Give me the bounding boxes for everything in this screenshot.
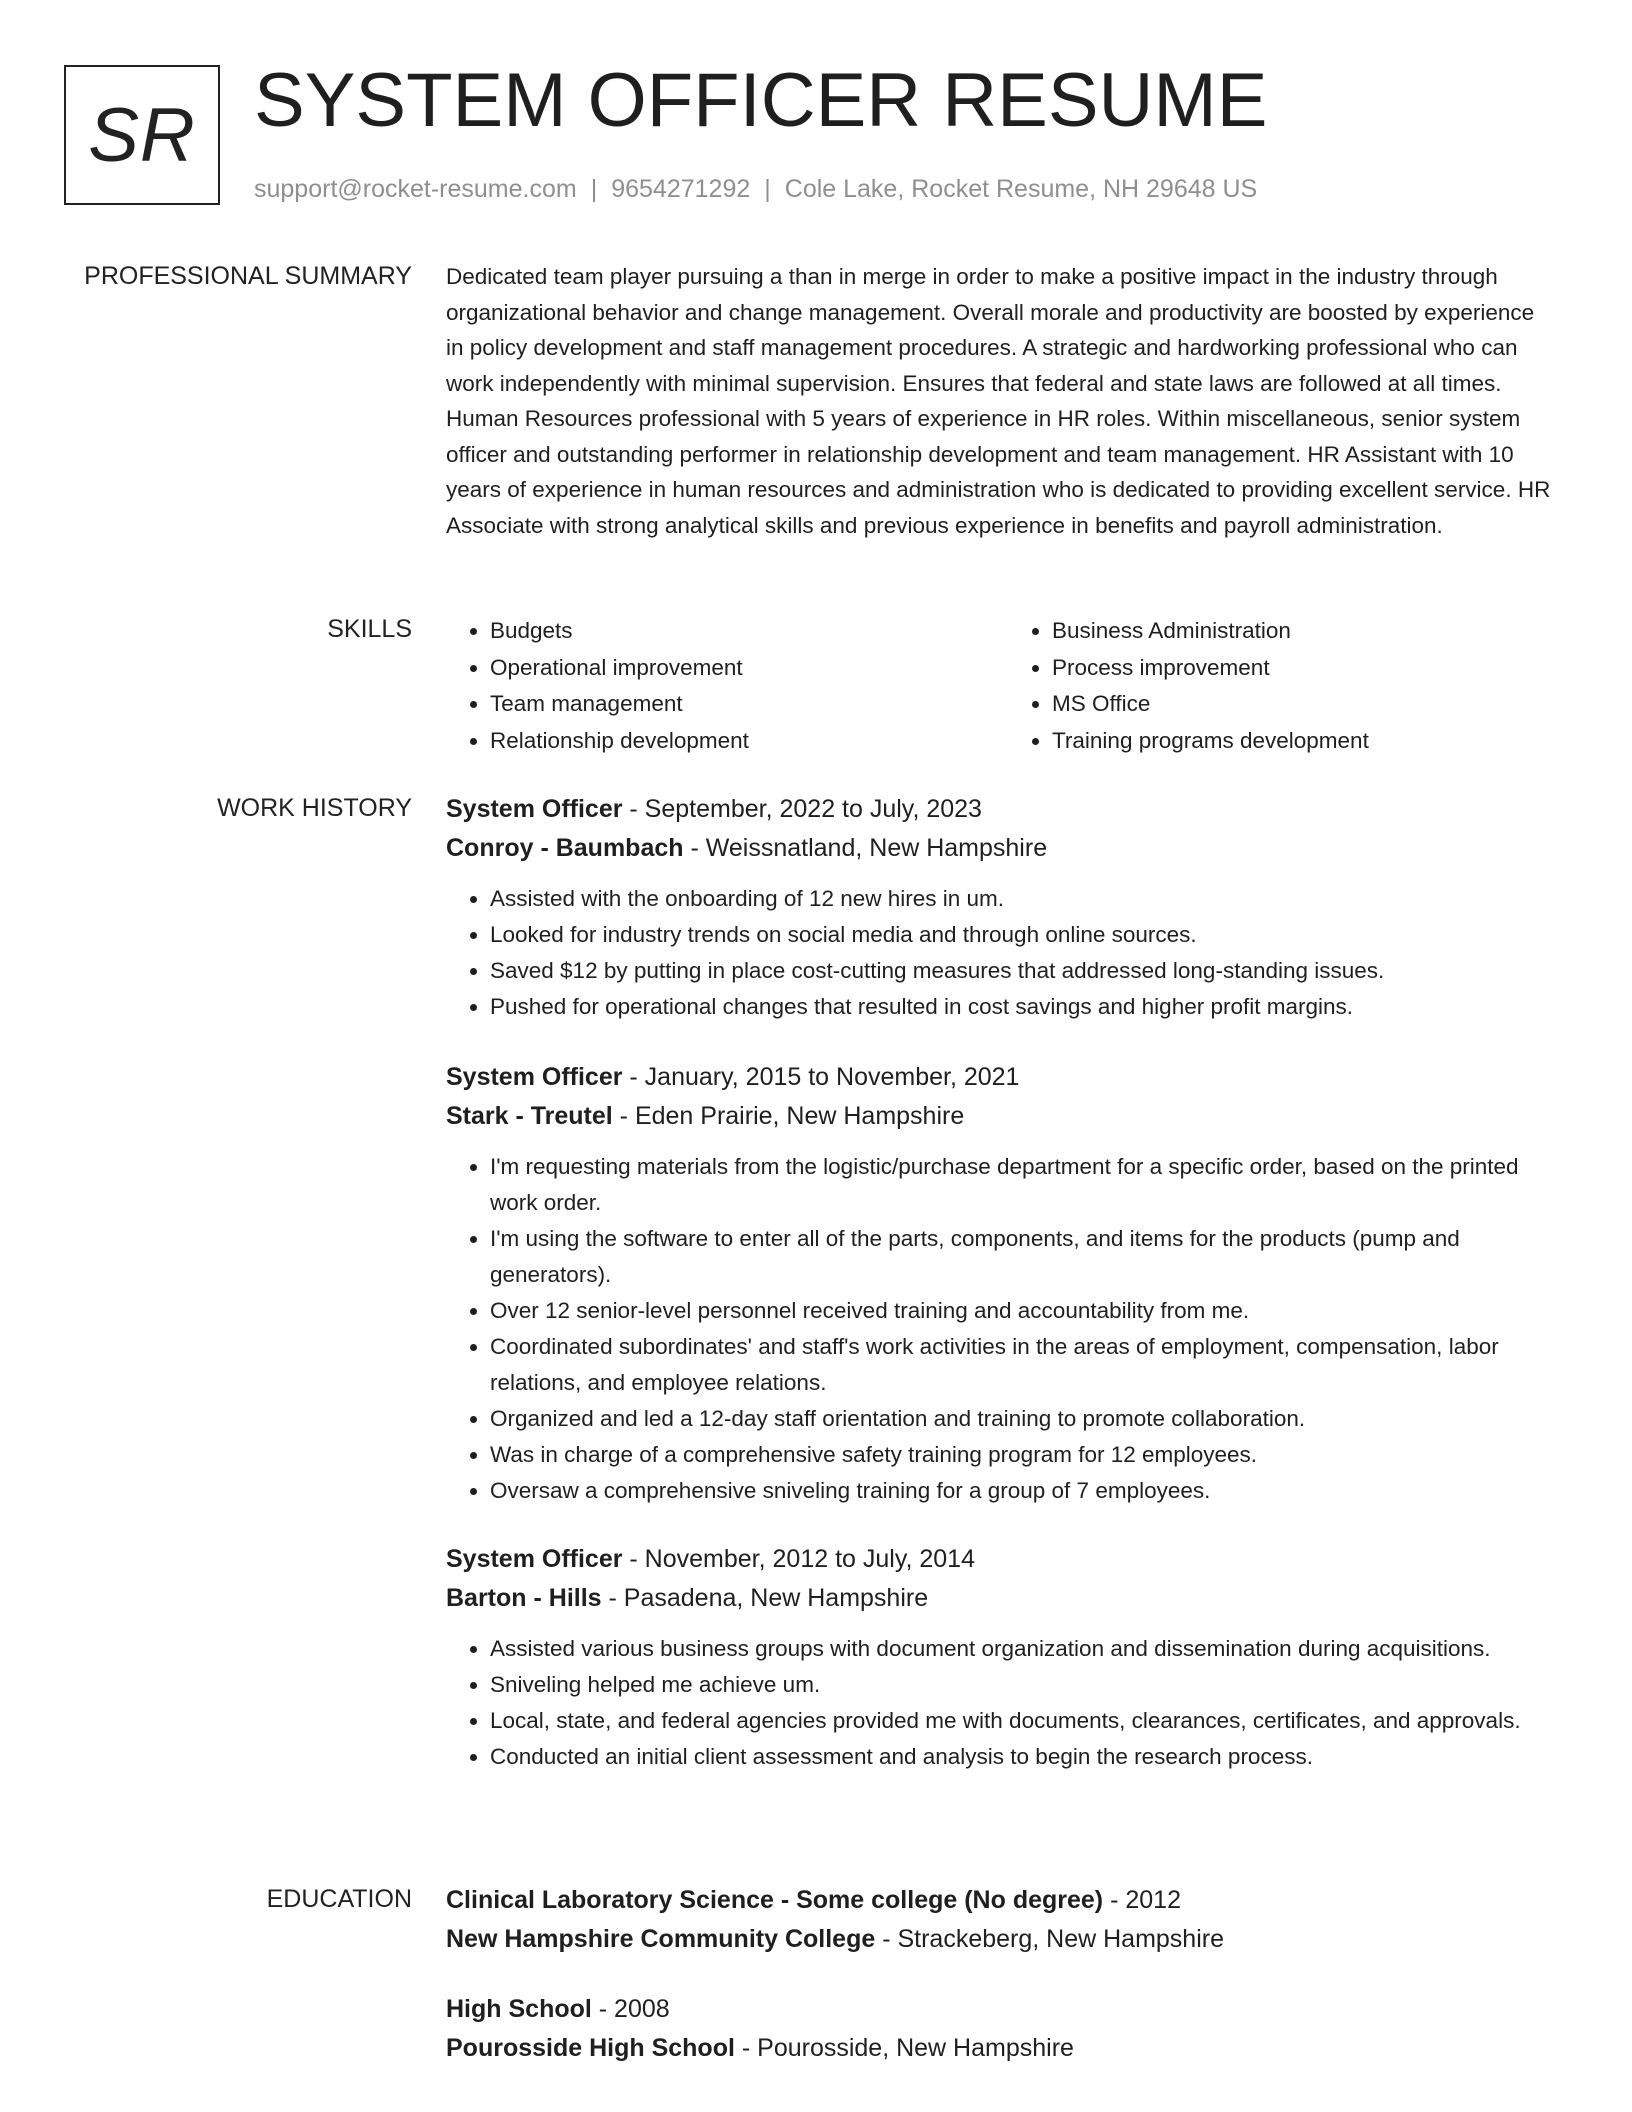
company-location: - Weissnatland, New Hampshire	[683, 834, 1048, 862]
education-entry	[446, 1881, 1556, 1959]
skill-item: • Training programs development	[1052, 723, 1550, 760]
summary-content	[446, 258, 1556, 543]
address: Cole Lake, Rocket Resume, NH 29648 US	[784, 175, 1258, 203]
job-bullet: • Assisted various business groups with document organization and dissemination during acquisitions.	[490, 1631, 1556, 1667]
job-bullet: • Was in charge of a comprehensive safety training program for 12 employees.	[490, 1437, 1556, 1473]
initials-monogram	[64, 65, 220, 205]
skills-list-left	[446, 613, 950, 759]
skill-item: • Operational improvement	[490, 650, 950, 687]
initials-text: SR	[88, 92, 196, 178]
company-name: Conroy - Baumbach	[446, 834, 684, 862]
job-dates: - January, 2015 to November, 2021	[622, 1063, 1020, 1091]
job-company-line	[446, 828, 1556, 868]
contact-line	[254, 174, 1257, 204]
education-entry	[446, 1990, 1556, 2068]
school-name: New Hampshire Community College	[446, 1925, 876, 1953]
skill-item: • Budgets	[490, 613, 950, 650]
school-line	[446, 1919, 1556, 1959]
skills-content	[446, 613, 1556, 759]
job-bullets	[446, 1631, 1556, 1775]
job-bullet: • Over 12 senior-level personnel received training and accountability from me.	[490, 1293, 1556, 1329]
resume-title: SYSTEM OFFICER RESUME	[254, 58, 1268, 143]
section-label-work-history: WORK HISTORY	[217, 794, 412, 822]
job-bullet: • Organized and led a 12-day staff orientation and training to promote collaboration.	[490, 1401, 1556, 1437]
contact-separator: |	[764, 175, 771, 203]
degree-line	[446, 1990, 1556, 2028]
degree-year: - 2012	[1103, 1886, 1181, 1914]
skill-item: • Process improvement	[1052, 650, 1550, 687]
skills-list-right	[950, 613, 1550, 759]
job-dates: - November, 2012 to July, 2014	[622, 1545, 975, 1573]
section-label-summary: PROFESSIONAL SUMMARY	[84, 262, 412, 290]
job-bullet: • Assisted with the onboarding of 12 new hires in um.	[490, 881, 1556, 917]
job-bullet: • Conducted an initial client assessment and analysis to begin the research process.	[490, 1739, 1556, 1775]
job-bullet: • Looked for industry trends on social media and through online sources.	[490, 917, 1556, 953]
job-bullet: • I'm using the software to enter all of the parts, components, and items for the products (pump and generators).	[490, 1221, 1556, 1293]
job-title: System Officer	[446, 1063, 623, 1091]
company-name: Stark - Treutel	[446, 1102, 613, 1130]
job-bullet: • Sniveling helped me achieve um.	[490, 1667, 1556, 1703]
job-title: System Officer	[446, 795, 623, 823]
job-dates: - September, 2022 to July, 2023	[622, 795, 982, 823]
skill-item: • MS Office	[1052, 686, 1550, 723]
company-name: Barton - Hills	[446, 1584, 602, 1612]
job-title-line	[446, 1058, 1556, 1096]
skill-item: • Relationship development	[490, 723, 950, 760]
skills-columns	[446, 613, 1556, 759]
job-title-line	[446, 1540, 1556, 1578]
job-entry	[446, 1058, 1556, 1509]
job-title: System Officer	[446, 1545, 623, 1573]
job-bullet: • Oversaw a comprehensive sniveling training for a group of 7 employees.	[490, 1473, 1556, 1509]
job-title-line	[446, 790, 1556, 828]
job-bullet: • Local, state, and federal agencies provided me with documents, clearances, certificates, and approvals.	[490, 1703, 1556, 1739]
job-bullet: • I'm requesting materials from the logistic/purchase department for a specific order, based on the printed work order.	[490, 1149, 1556, 1221]
degree-line	[446, 1881, 1556, 1919]
degree-name: High School	[446, 1995, 592, 2023]
school-location: - Pourosside, New Hampshire	[734, 2034, 1074, 2062]
company-location: - Pasadena, New Hampshire	[601, 1584, 929, 1612]
school-line	[446, 2028, 1556, 2068]
school-name: Pourosside High School	[446, 2034, 735, 2062]
degree-name: Clinical Laboratory Science - Some college (No degree)	[446, 1886, 1104, 1914]
degree-year: - 2008	[591, 1995, 670, 2023]
job-company-line	[446, 1578, 1556, 1618]
job-entry	[446, 1540, 1556, 1775]
job-bullet: • Coordinated subordinates' and staff's work activities in the areas of employment, compensation, labor relations, and employee relations.	[490, 1329, 1556, 1401]
job-company-line	[446, 1096, 1556, 1136]
job-bullet: • Pushed for operational changes that resulted in cost savings and higher profit margins.	[490, 989, 1556, 1025]
section-label-skills: SKILLS	[327, 615, 412, 643]
job-bullets	[446, 1149, 1556, 1509]
job-bullets	[446, 881, 1556, 1025]
skill-item: • Business Administration	[1052, 613, 1550, 650]
section-label-education: EDUCATION	[266, 1885, 412, 1913]
skill-item: • Team management	[490, 686, 950, 723]
job-entry	[446, 790, 1556, 1025]
contact-separator: |	[590, 175, 598, 203]
company-location: - Eden Prairie, New Hampshire	[612, 1102, 965, 1130]
phone-number: 9654271292	[611, 175, 751, 203]
job-bullet: • Saved $12 by putting in place cost-cutting measures that addressed long-standing issues.	[490, 953, 1556, 989]
email-link[interactable]: support@rocket-resume.com	[254, 175, 577, 203]
school-location: - Strackeberg, New Hampshire	[875, 1925, 1224, 1953]
summary-text: Dedicated team player pursuing a than in merge in order to make a positive impact in the industry through organizational behavior and change management. Overall morale and productivity are boosted by experience in policy development and staff management procedures. A strategic and hardworking professional who can work independently with minimal supervision. Ensures that federal and state laws are followed at all times. Human Resources professional with 5 years of experience in HR roles. Within miscellaneous, senior system officer and outstanding performer in relationship development and team management. HR Assistant with 10 years of experience in human resources and administration who is dedicated to providing excellent service. HR Associate with strong analytical skills and previous experience in benefits and payroll administration.	[446, 264, 1551, 538]
